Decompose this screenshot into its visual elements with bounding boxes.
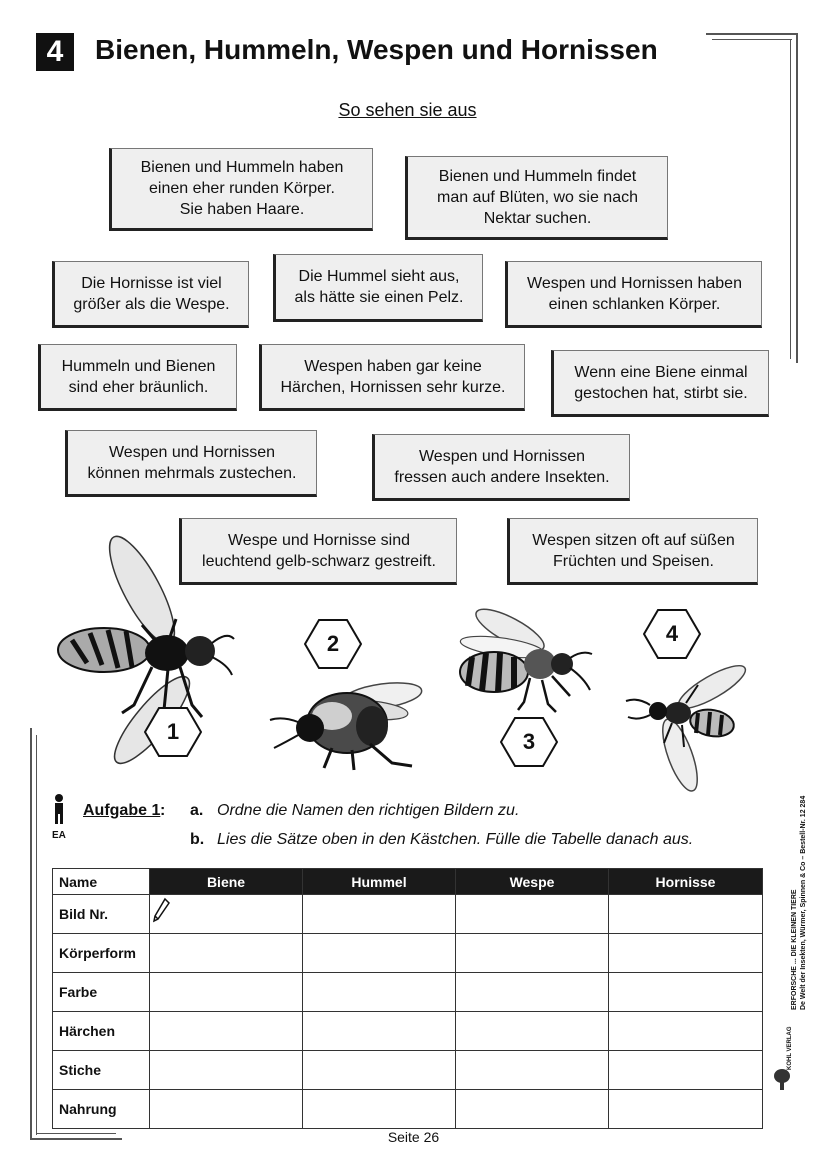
publisher-logo-icon — [772, 1068, 792, 1092]
statement-card — [273, 254, 483, 322]
column-header-hornisse: Hornisse — [609, 869, 763, 895]
answer-cell[interactable] — [609, 895, 763, 934]
statement-card — [38, 344, 237, 411]
row-header: Stiche — [53, 1051, 150, 1090]
answer-cell[interactable] — [609, 1012, 763, 1051]
row-header: Farbe — [53, 973, 150, 1012]
corner-line-top-inner — [712, 39, 792, 40]
statement-card — [507, 518, 758, 585]
statement-card — [109, 148, 373, 231]
answer-cell[interactable] — [303, 973, 456, 1012]
pencil-icon — [152, 897, 170, 923]
statement-card — [259, 344, 525, 411]
statement-text: Die Hummel sieht aus, als hätte sie einen Pelz. — [294, 268, 464, 306]
statement-text: Wespen und Hornissen haben einen schlanken Körper. — [527, 274, 742, 313]
answer-cell[interactable] — [456, 1051, 609, 1090]
column-header-wespe: Wespe — [456, 869, 609, 895]
answer-cell[interactable] — [456, 934, 609, 973]
column-header-hummel: Hummel — [303, 869, 456, 895]
statement-text: Wespen und Hornissen können mehrmals zustechen. — [87, 443, 297, 482]
statement-card — [505, 261, 762, 328]
answer-cell[interactable] — [303, 1051, 456, 1090]
picture-number-badge-3 — [500, 717, 558, 767]
answer-cell[interactable] — [456, 973, 609, 1012]
student-icon — [51, 793, 67, 827]
statement-text: Hummeln und Bienen sind eher bräunlich. — [61, 357, 216, 396]
corner-line-right-inner — [790, 39, 791, 359]
corner-line-top — [706, 33, 798, 35]
answer-cell[interactable] — [456, 1090, 609, 1129]
answer-cell[interactable] — [303, 1090, 456, 1129]
row-header: Bild Nr. — [53, 895, 150, 934]
answer-cell[interactable] — [303, 934, 456, 973]
row-header: Härchen — [53, 1012, 150, 1051]
hornet-illustration — [42, 535, 242, 775]
picture-number: 4 — [665, 621, 679, 646]
statement-card — [405, 156, 668, 240]
picture-number-badge-2 — [304, 619, 362, 669]
task-item-text: Ordne die Namen den richtigen Bildern zu. — [217, 802, 520, 819]
answer-cell[interactable] — [303, 1012, 456, 1051]
statement-card — [52, 261, 249, 328]
page-number: Seite 26 — [387, 1129, 440, 1145]
picture-number: 1 — [166, 719, 180, 744]
table-row — [53, 973, 763, 1012]
answer-cell[interactable] — [609, 1051, 763, 1090]
answer-cell[interactable] — [609, 934, 763, 973]
answer-cell[interactable] — [456, 895, 609, 934]
answer-cell[interactable] — [150, 1012, 303, 1051]
bumblebee-illustration — [262, 668, 427, 773]
wasp-illustration — [620, 655, 760, 800]
answer-cell[interactable] — [150, 934, 303, 973]
column-header-biene: Biene — [150, 869, 303, 895]
statement-text: Wenn eine Biene einmal gestochen hat, stirbt sie. — [574, 363, 748, 402]
publisher-sidebar — [790, 796, 808, 1010]
work-mode-label: EA — [52, 830, 66, 841]
corner-line-left — [30, 728, 32, 1140]
answer-table — [52, 868, 763, 1129]
chapter-number: 4 — [36, 33, 74, 71]
answer-cell[interactable] — [456, 1012, 609, 1051]
picture-number: 2 — [326, 631, 340, 656]
corner-line-left-inner — [36, 735, 37, 1135]
task-item-letter: b. — [190, 831, 205, 848]
row-header: Körperform — [53, 934, 150, 973]
statement-card — [372, 434, 630, 501]
statement-text: Wespe und Hornisse sind leuchtend gelb-schwarz gestreift. — [202, 531, 436, 570]
table-row — [53, 934, 763, 973]
corner-line-right — [796, 33, 798, 363]
task-item-letter: a. — [190, 802, 204, 819]
statement-card — [65, 430, 317, 497]
answer-cell[interactable] — [609, 973, 763, 1012]
answer-cell[interactable] — [609, 1090, 763, 1129]
book-title: De Welt der Insekten, Würmer, Spinnen & Co – Bestell-Nr. 12 284 — [800, 795, 807, 1010]
series-title: ERFORSCHE ... DIE KLEINEN TIERE — [791, 889, 798, 1010]
row-header: Nahrung — [53, 1090, 150, 1129]
answer-cell[interactable] — [150, 1051, 303, 1090]
statement-text: Wespen sitzen oft auf süßen Früchten und Speisen. — [532, 531, 735, 570]
section-subtitle: So sehen sie aus — [338, 100, 477, 120]
task-colon: : — [160, 802, 166, 819]
table-row — [53, 1090, 763, 1129]
picture-number-badge-4 — [643, 609, 701, 659]
statement-text: Wespen und Hornissen fressen auch andere Insekten. — [394, 447, 610, 486]
statement-text: Wespen haben gar keine Härchen, Hornissen sehr kurze. — [280, 357, 506, 396]
statement-card — [551, 350, 769, 417]
page-title: Bienen, Hummeln, Wespen und Hornissen — [95, 34, 658, 65]
table-row — [53, 895, 763, 934]
statement-text: Bienen und Hummeln haben einen eher runden Körper. Sie haben Haare. — [140, 159, 344, 218]
answer-cell[interactable] — [303, 895, 456, 934]
table-header-row — [53, 869, 763, 895]
answer-cell[interactable] — [150, 973, 303, 1012]
task-item-text: Lies die Sätze oben in den Kästchen. Fülle die Tabelle danach aus. — [217, 831, 694, 848]
statement-text: Die Hornisse ist viel größer als die Wespe. — [73, 274, 230, 313]
task-label: Aufgabe 1 — [83, 802, 161, 819]
picture-number-badge-1 — [144, 707, 202, 757]
table-row — [53, 1012, 763, 1051]
publisher-name: KOHL VERLAG — [787, 1026, 793, 1070]
answer-cell[interactable] — [150, 1090, 303, 1129]
picture-number: 3 — [522, 729, 536, 754]
statement-text: Bienen und Hummeln findet man auf Blüten, wo sie nach Nektar suchen. — [436, 167, 638, 227]
honeybee-illustration — [452, 602, 597, 717]
answer-cell[interactable] — [150, 895, 303, 934]
column-header-name: Name — [53, 869, 150, 895]
table-row — [53, 1051, 763, 1090]
